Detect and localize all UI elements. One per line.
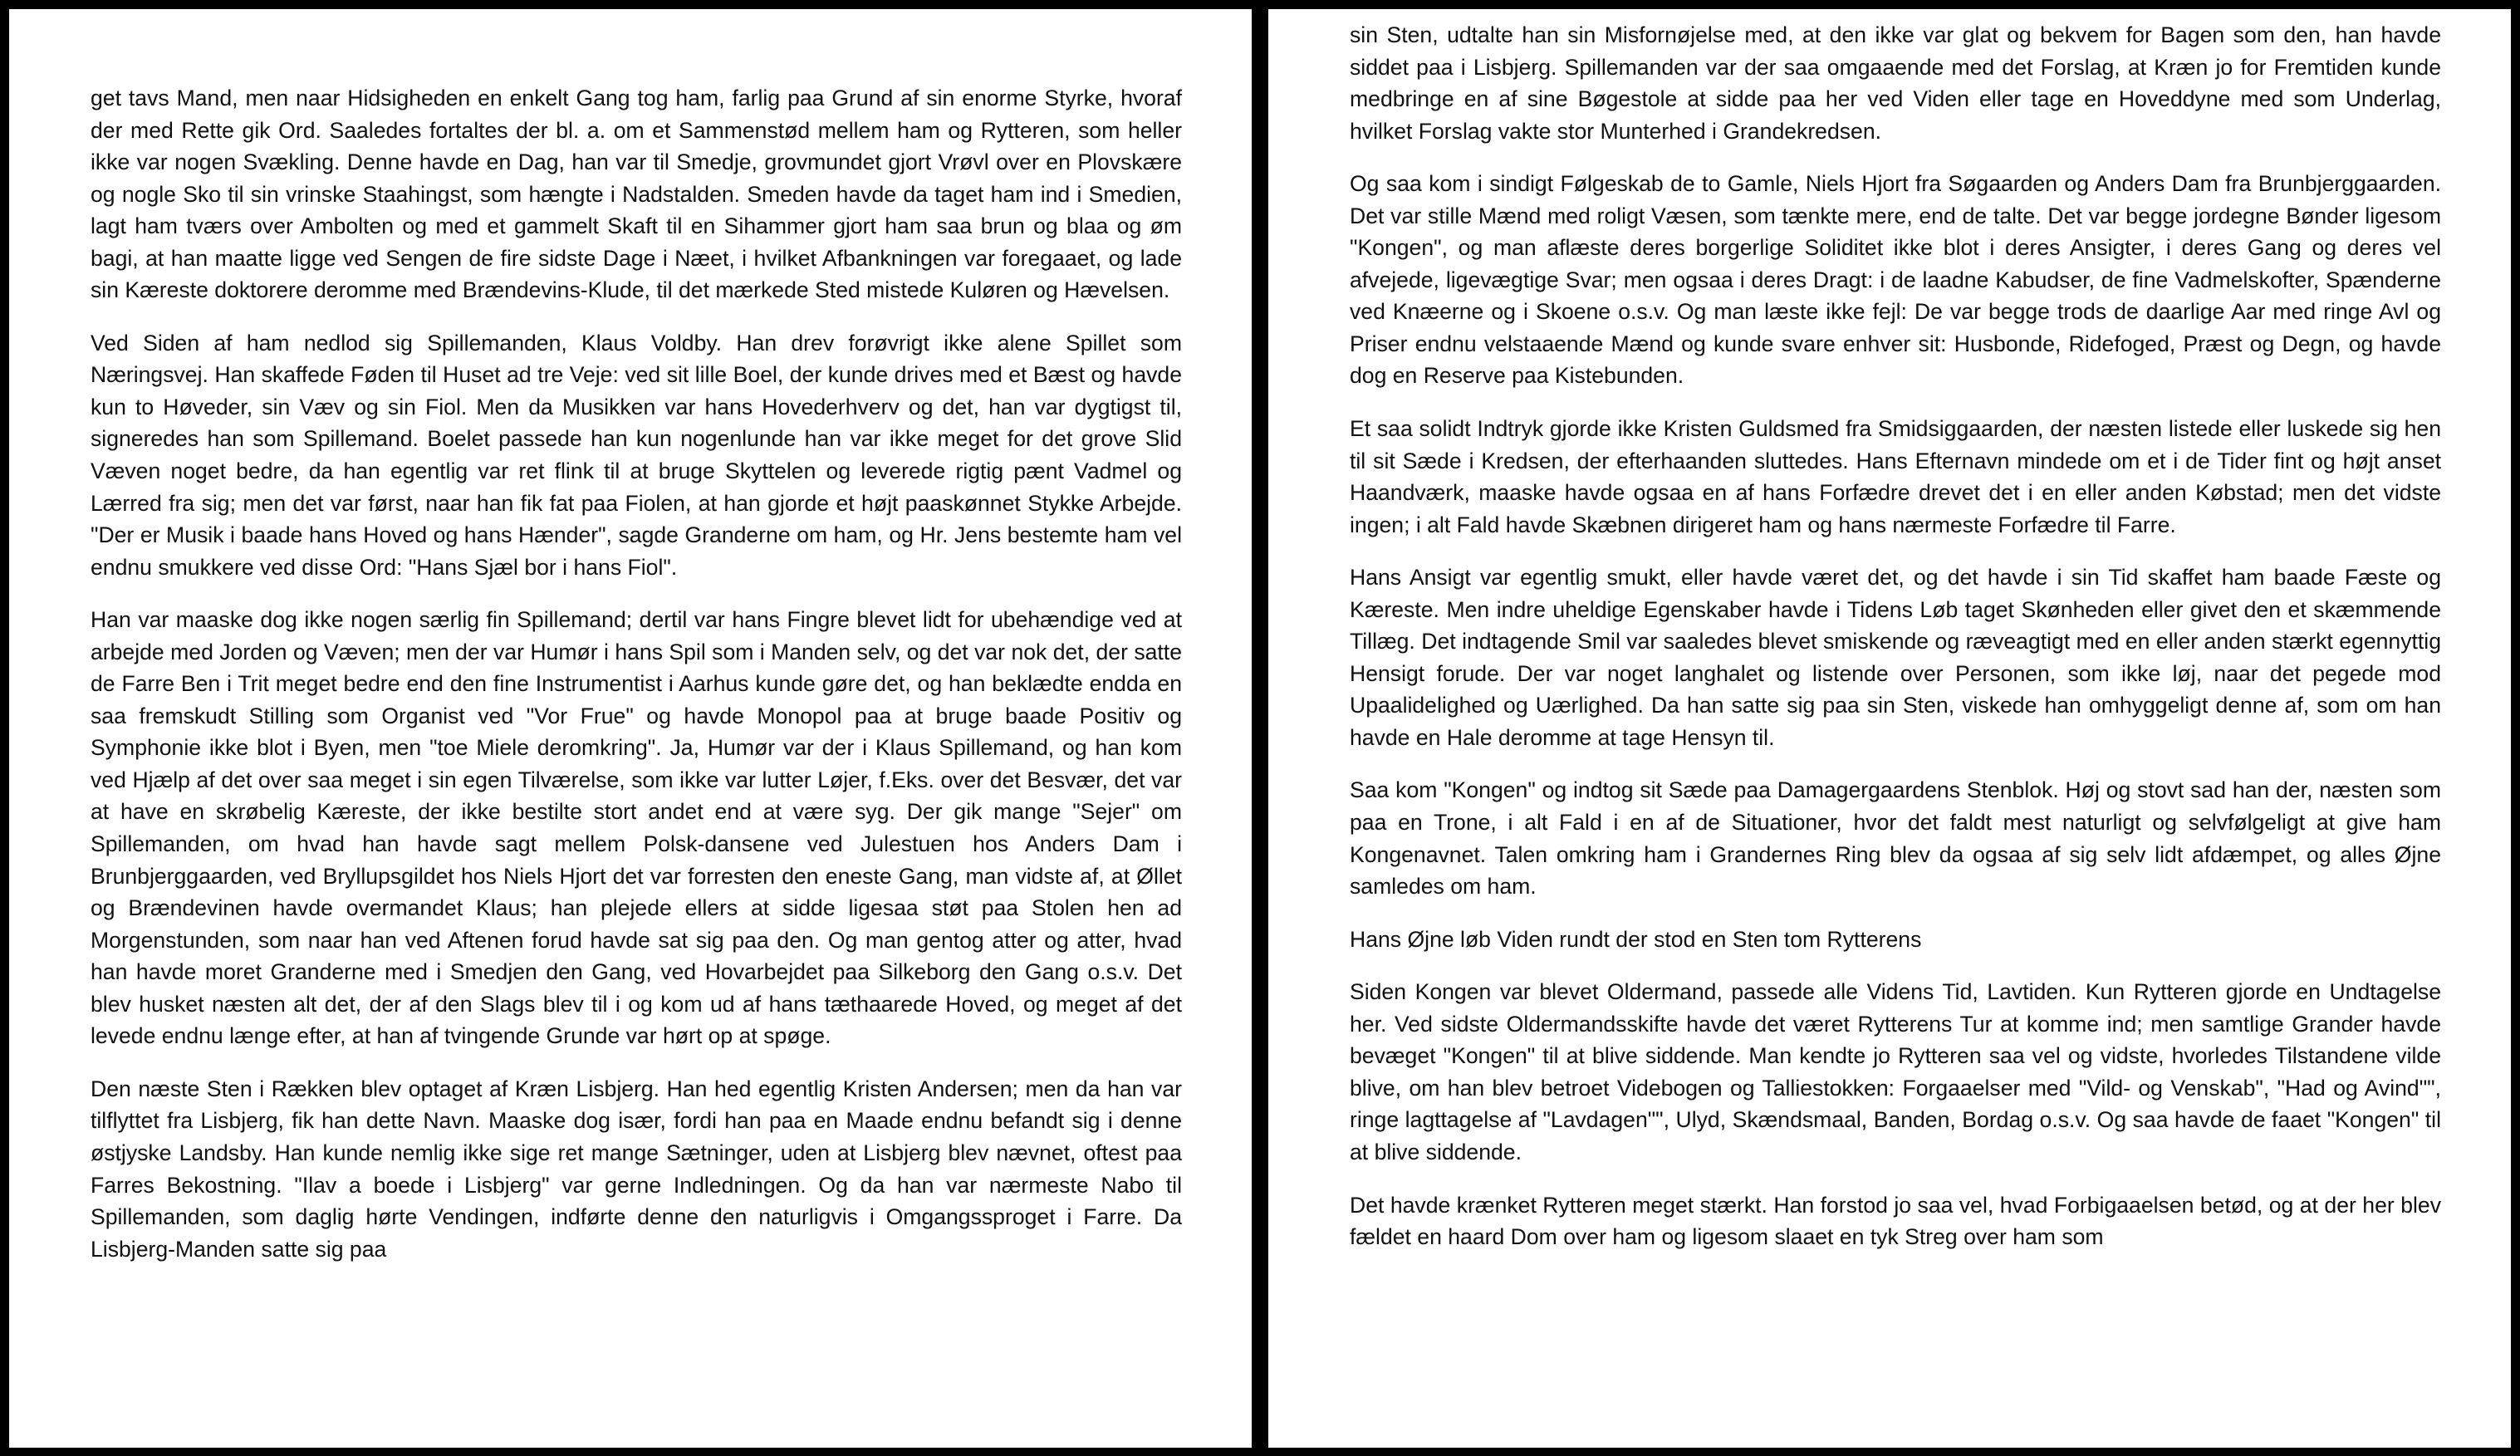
- left-paragraph-3: Han var maaske dog ikke nogen særlig fin Spillemand; dertil var hans Fingre blevet lidt for ubehændige ved at arbejde med Jorden og Væven; men der var Humør i hans Spil som i Manden selv, og det var nok det, der satte de Farre Ben i Trit meget bedre end den fine Instrumentist i Aarhus kunde gøre det, og han beklædte endda en saa fremskudt Stilling som Organist ved "Vor Frue" og havde Monopol paa at bruge baade Positiv og Symphonie ikke blot i Byen, men "toe Miele deromkring". Ja, Humør var der i Klaus Spillemand, og han kom ved Hjælp af det over saa meget i sin egen Tilværelse, som ikke var lutter Løjer, f.Eks. over det Besvær, det var at have en skrøbelig Kæreste, der ikke bestilte stort andet end at være syg. Der gik mange "Sejer" om Spillemanden, om hvad han havde sagt mellem Polsk-dansene ved Julestuen hos Anders Dam i Brunbjerggaarden, ved Bryllupsgildet hos Niels Hjort det var forresten den eneste Gang, man vidste af, at Øllet og Brændevinen havde overmandet Klaus; han plejede ellers at sidde ligesaa støt paa Stolen hen ad Morgenstunden, som naar han ved Aftenen forud havde sat sig paa den. Og man gentog atter og atter, hvad han havde moret Granderne med i Smedjen den Gang, ved Hovarbejdet paa Silkeborg den Gang o.s.v. Det blev husket næsten alt det, der af den Slags blev til i og kom ud af hans tæthaarede Hoved, og meget af det levede endnu længe efter, at han af tvingende Grunde var hørt op at spøge.: [91, 607, 1182, 1049]
- right-paragraph-8: Det havde krænket Rytteren meget stærkt. Han forstod jo saa vel, hvad Forbigaaelsen betød, og at der her blev fældet en haard Dom over ham og ligesom slaaet en tyk Streg over ham som: [1350, 1192, 2441, 1250]
- right-paragraph-5: Saa kom "Kongen" og indtog sit Sæde paa Damagergaardens Stenblok. Høj og stovt sad han der, næsten som paa en Trone, i alt Fald i en af de Situationer, hvor det faldt mest naturligt og selvfølgeligt at give ham Kongenavnet. Talen omkring ham i Grandernes Ring blev da ogsaa af sig selv lidt afdæmpet, og alles Øjne samledes om ham.: [1350, 777, 2441, 900]
- right-page: [1268, 9, 2511, 1448]
- right-paragraph-6: Hans Øjne løb Viden rundt der stod en Sten tom Rytterens: [1350, 926, 1922, 952]
- right-paragraph-4: Hans Ansigt var egentlig smukt, eller havde været det, og det havde i sin Tid skaffet ham baade Fæste og Kæreste. Men indre uheldige Egenskaber havde i Tidens Løb taget Skønheden eller givet den et skæmmende Tillæg. Det indtagende Smil var saaledes blevet smiskende og ræveagtigt med en eller anden stærkt egennyttig Hensigt forude. Der var noget langhalet og listende over Personen, som ikke løj, naar det pegede mod Upaalidelighed og Uærlighed. Da han satte sig paa sin Sten, viskede han omhyggeligt denne af, som om han havde en Hale deromme at tage Hensyn til.: [1350, 565, 2441, 750]
- right-paragraph-3: Et saa solidt Indtryk gjorde ikke Kristen Guldsmed fra Smidsiggaarden, der næsten listede eller luskede sig hen til sit Sæde i Kredsen, der efterhaanden sluttedes. Hans Efternavn mindede om et i de Tider fint og højt anset Haandværk, maaske havde ogsaa en af hans Forfædre drevet det i en eller anden Købstad; men det vidste ingen; i alt Fald havde Skæbnen dirigeret ham og hans nærmeste Forfædre til Farre.: [1350, 416, 2441, 537]
- left-paragraph-4: Den næste Sten i Rækken blev optaget af Kræn Lisbjerg. Han hed egentlig Kristen Andersen; men da han var tilflyttet fra Lisbjerg, fik han dette Navn. Maaske dog især, fordi han paa en Maade endnu befandt sig i denne østjyske Landsby. Han kunde nemlig ikke sige ret mange Sætninger, uden at Lisbjerg blev nævnet, oftest paa Farres Bekostning. "Ilav a boede i Lisbjerg" var gerne Indledningen. Og da han var nærmeste Nabo til Spillemanden, som daglig hørte Vendingen, indførte denne den naturligvis i Omgangssproget i Farre. Da Lisbjerg-Manden satte sig paa: [91, 1076, 1182, 1262]
- left-paragraph-2: Ved Siden af ham nedlod sig Spillemanden, Klaus Voldby. Han drev forøvrigt ikke alene Spillet som Næringsvej. Han skaffede Føden til Huset ad tre Veje: ved sit lille Boel, der kunde drives med et Bæst og havde kun to Høveder, sin Væv og sin Fiol. Men da Musikken var hans Hovederhverv og det, han var dygtigst til, signeredes han som Spillemand. Boelet passede han kun nogenlunde han var ikke meget for det grove Slid Væven noget bedre, da han egentlig var ret flink til at bruge Skyttelen og leverede rigtig pænt Vadmel og Lærred fra sig; men det var først, naar han fik fat paa Fiolen, at han gjorde et højt paaskønnet Stykke Arbejde. "Der er Musik i baade hans Hoved og hans Hænder", sagde Granderne om ham, og Hr. Jens bestemte ham vel endnu smukkere ved disse Ord: "Hans Sjæl bor i hans Fiol".: [91, 330, 1182, 580]
- left-page: [9, 9, 1252, 1448]
- right-paragraph-2: Og saa kom i sindigt Følgeskab de to Gamle, Niels Hjort fra Søgaarden og Anders Dam fra Brunbjerggaarden. Det var stille Mænd med roligt Væsen, som tænkte mere, end de talte. Det var begge jordegne Bønder ligesom "Kongen", og man aflæste deres borgerlige Soliditet ikke blot i deres Ansigter, i deres Gang og deres vel afvejede, ligevægtige Svar; men ogsaa i deres Dragt: i de laadne Kabudser, de fine Vadmelskofter, Spænderne ved Knæerne og i Skoene o.s.v. Og man læste ikke fejl: De var begge trods de daarlige Aar med ringe Avl og Priser endnu velstaaende Mænd og kunde svare enhver sit: Husbonde, Ridefoged, Præst og Degn, og havde dog en Reserve paa Kistebunden.: [1350, 171, 2441, 389]
- right-paragraph-1: sin Sten, udtalte han sin Misfornøjelse med, at den ikke var glat og bekvem for Bagen som den, han havde siddet paa i Lisbjerg. Spillemanden var der saa omgaaende med det Forslag, at Kræn jo for Fremtiden kunde medbringe en af sine Bøgestole at sidde paa her ved Viden eller tage en Hoveddyne med som Underlag, hvilket Forslag vakte stor Munterhed i Grandekredsen.: [1350, 22, 2441, 144]
- right-paragraph-7: Siden Kongen var blevet Oldermand, passede alle Videns Tid, Lavtiden. Kun Rytteren gjorde en Undtagelse her. Ved sidste Oldermandsskifte havde det været Rytterens Tur at komme ind; men samtlige Grander havde bevæget "Kongen" til at blive siddende. Man kendte jo Rytteren saa vel og vidste, hvorledes Tilstandene vilde blive, om han blev betroet Videbogen og Talliestokken: Forgaaelser med "Vild- og Venskab", "Had og Avind"", ringe lagttagelse af "Lavdagen"", Ulyd, Skændsmaal, Banden, Bordag o.s.v. Og saa havde de faaet "Kongen" til at blive siddende.: [1350, 979, 2441, 1164]
- left-paragraph-1: get tavs Mand, men naar Hidsigheden en enkelt Gang tog ham, farlig paa Grund af sin enorme Styrke, hvoraf der med Rette gik Ord. Saaledes fortaltes der bl. a. om et Sammenstød mellem ham og Rytteren, som heller ikke var nogen Svækling. Denne havde en Dag, han var til Smedje, grovmundet gjort Vrøvl over en Plovskære og nogle Sko til sin vrinske Staahingst, som hængte i Nadstalden. Smeden havde da taget ham ind i Smedien, lagt ham tværs over Ambolten og med et gammelt Skaft til en Sihammer gjort ham saa brun og blaa og øm bagi, at han maatte ligge ved Sengen de fire sidste Dage i Næet, i hvilket Afbankningen var foregaaet, og lade sin Kæreste doktorere deromme med Brændevins-Klude, til det mærkede Sted mistede Kuløren og Hævelsen.: [91, 86, 1182, 303]
